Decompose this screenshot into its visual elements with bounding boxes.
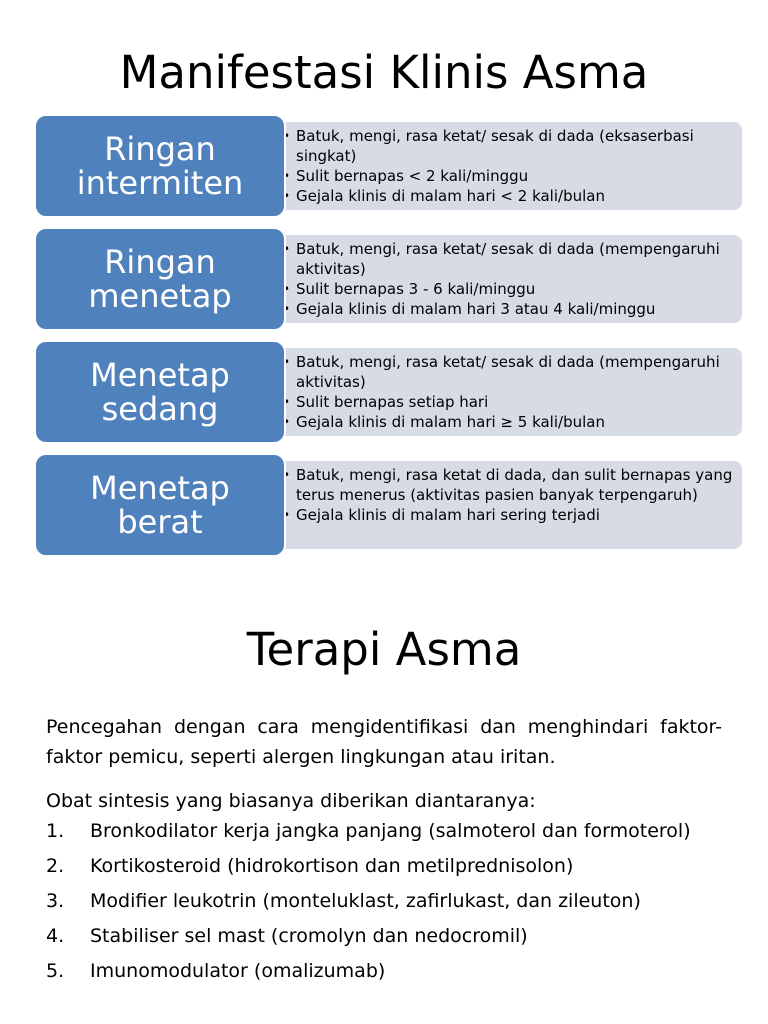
- severity-details: [270, 461, 742, 549]
- symptom-bullet: • Sulit bernapas setiap hari: [296, 392, 736, 412]
- severity-label-box: [34, 340, 286, 444]
- severity-label: Menetap berat: [90, 469, 230, 541]
- symptom-bullet: • Gejala klinis di malam hari 3 atau 4 kali/minggu: [296, 299, 736, 319]
- list-number: 4.: [46, 925, 65, 947]
- therapy-lead: Obat sintesis yang biasanya diberikan diantaranya:: [46, 790, 536, 812]
- severity-row-ringan-intermiten: [34, 114, 742, 218]
- list-item: [46, 956, 722, 986]
- severity-details: [270, 122, 742, 210]
- therapy-section: [46, 712, 722, 991]
- list-text: Modifier leukotrin (monteluklast, zafirlukast, dan zileuton): [90, 890, 641, 912]
- symptom-bullet: • Sulit bernapas 3 - 6 kali/minggu: [296, 279, 736, 299]
- symptom-bullet: • Batuk, mengi, rasa ketat/ sesak di dada (eksaserbasi singkat): [296, 126, 736, 166]
- severity-row-menetap-sedang: [34, 340, 742, 444]
- symptom-bullet: • Batuk, mengi, rasa ketat di dada, dan sulit bernapas yang terus menerus (aktivitas pasien banyak terpengaruh): [296, 465, 736, 505]
- list-text: Stabiliser sel mast (cromolyn dan nedocromil): [90, 925, 528, 947]
- list-text: Kortikosteroid (hidrokortison dan metilprednisolon): [90, 855, 574, 877]
- severity-label: Ringan menetap: [88, 243, 232, 315]
- list-number: 1.: [46, 820, 65, 842]
- list-text: Bronkodilator kerja jangka panjang (salmoterol dan formoterol): [90, 820, 691, 842]
- symptom-bullet: • Sulit bernapas < 2 kali/minggu: [296, 166, 736, 186]
- list-number: 2.: [46, 855, 65, 877]
- symptom-bullet: • Batuk, mengi, rasa ketat/ sesak di dada (mempengaruhi aktivitas): [296, 239, 736, 279]
- manifestasi-title: Manifestasi Klinis Asma: [119, 46, 649, 99]
- list-item: [46, 816, 722, 846]
- list-text: Imunomodulator (omalizumab): [90, 960, 386, 982]
- symptom-bullet: • Batuk, mengi, rasa ketat/ sesak di dada (mempengaruhi aktivitas): [296, 352, 736, 392]
- severity-label-box: [34, 227, 286, 331]
- severity-row-menetap-berat: [34, 453, 742, 557]
- list-item: [46, 851, 722, 881]
- severity-label-box: [34, 453, 286, 557]
- symptom-bullet: • Gejala klinis di malam hari < 2 kali/bulan: [296, 186, 736, 206]
- severity-details: [270, 348, 742, 436]
- list-item: [46, 886, 722, 916]
- list-number: 3.: [46, 890, 65, 912]
- severity-row-ringan-menetap: [34, 227, 742, 331]
- severity-label-box: [34, 114, 286, 218]
- severity-label: Menetap sedang: [90, 356, 230, 428]
- symptom-bullet: • Gejala klinis di malam hari ≥ 5 kali/bulan: [296, 412, 736, 432]
- severity-details: [270, 235, 742, 323]
- symptom-bullet: • Gejala klinis di malam hari sering terjadi: [296, 505, 736, 525]
- list-item: [46, 921, 722, 951]
- drug-list: [46, 816, 722, 986]
- terapi-title: Terapi Asma: [246, 623, 522, 676]
- list-number: 5.: [46, 960, 65, 982]
- therapy-intro: Pencegahan dengan cara mengidentifikasi dan menghindari faktor-faktor pemicu, seperti alergen lingkungan atau iritan.: [46, 716, 722, 768]
- severity-label: Ringan intermiten: [76, 130, 244, 202]
